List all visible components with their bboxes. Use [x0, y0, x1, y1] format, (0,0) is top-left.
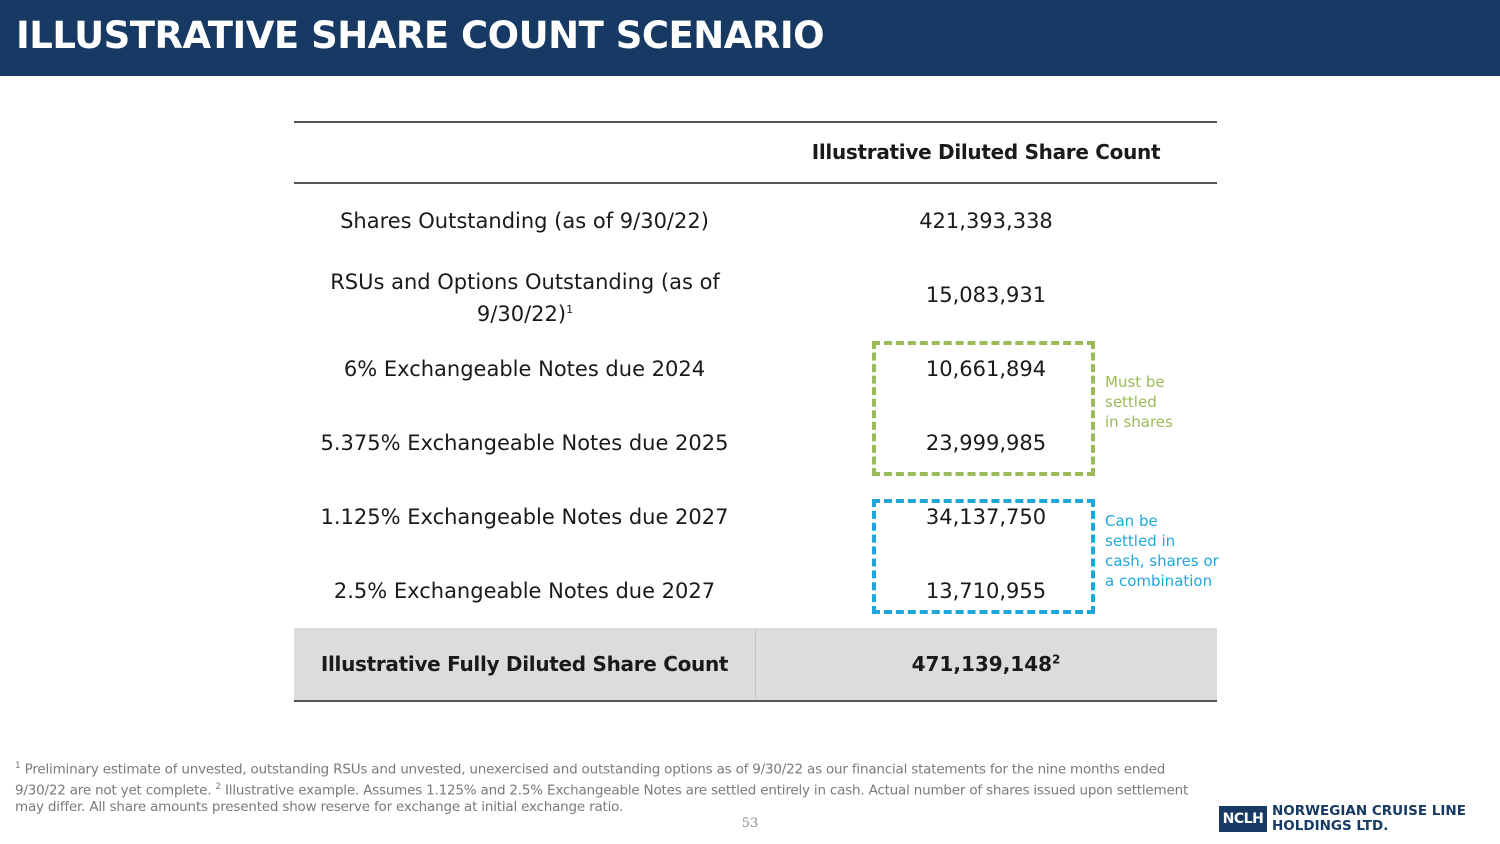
note-line: a combination	[1105, 572, 1213, 590]
page-number: 53	[741, 816, 759, 831]
footnote-1-text: Preliminary estimate of unvested, outstanding RSUs and unvested, unexercised and outstanding options as of 9/30/22 as our financial statements for the nine months ended 9/30/22 are not yet complete.	[15, 761, 1166, 798]
page-title: ILLUSTRATIVE SHARE COUNT SCENARIO	[16, 14, 825, 57]
table-top-rule	[294, 121, 1217, 123]
footnote-marker-2: 2	[1052, 652, 1061, 667]
row-value-notes-2025: 23,999,985	[925, 431, 1047, 455]
row-value-notes-25-2027: 13,710,955	[925, 579, 1047, 603]
total-value: 471,139,148	[911, 652, 1053, 676]
logo-line-2: HOLDINGS LTD.	[1272, 818, 1389, 834]
footnote-1-marker: 1	[15, 761, 21, 771]
row-value-shares-outstanding: 421,393,338	[919, 209, 1053, 233]
row-label-notes-25-2027: 2.5% Exchangeable Notes due 2027	[333, 579, 716, 603]
note-line: Can be	[1105, 512, 1158, 530]
row-label-notes-2024: 6% Exchangeable Notes due 2024	[343, 357, 706, 381]
flexible-settlement-note	[1105, 511, 1245, 591]
flexible-settlement-bracket	[872, 499, 1095, 614]
note-line: settled	[1105, 393, 1157, 411]
row-value-notes-2024: 10,661,894	[925, 357, 1047, 381]
footnotes	[15, 758, 1195, 816]
row-label-rsus-options	[310, 268, 740, 328]
footnote-2-text: Illustrative example. Assumes 1.125% and 2.5% Exchangeable Notes are settled entirely in cash. Actual number of shares issued upon settlement may differ. All share amounts presented show reserve for exchange at initial exchange ratio.	[15, 782, 1189, 815]
note-line: settled in	[1105, 532, 1176, 550]
note-line: in shares	[1105, 413, 1173, 431]
shares-settlement-note	[1105, 372, 1215, 432]
note-line: cash, shares or	[1105, 552, 1219, 570]
total-label: Illustrative Fully Diluted Share Count	[320, 652, 729, 676]
column-header: Illustrative Diluted Share Count	[811, 140, 1161, 164]
row-value-rsus-options: 15,083,931	[925, 283, 1047, 307]
title-bar	[0, 0, 1500, 76]
row-label-notes-1125-2027: 1.125% Exchangeable Notes due 2027	[320, 505, 729, 529]
rsus-label-text: RSUs and Options Outstanding (as of 9/30/22)	[330, 270, 720, 326]
shares-settlement-bracket	[872, 341, 1095, 476]
row-label-notes-2025: 5.375% Exchangeable Notes due 2025	[320, 431, 729, 455]
row-value-notes-1125-2027: 34,137,750	[925, 505, 1047, 529]
logo-text	[1272, 804, 1482, 834]
footnote-2-marker: 2	[215, 781, 221, 792]
row-label-shares-outstanding: Shares Outstanding (as of 9/30/22)	[340, 209, 709, 233]
logo-line-1: NORWEGIAN CRUISE LINE	[1272, 803, 1466, 819]
note-line: Must be	[1105, 373, 1165, 391]
total-value-cell	[755, 652, 1217, 676]
table-bottom-rule	[294, 700, 1217, 702]
logo-badge: NCLH	[1219, 806, 1267, 832]
header-bottom-rule	[294, 182, 1217, 184]
footnote-marker-1: 1	[566, 303, 574, 316]
